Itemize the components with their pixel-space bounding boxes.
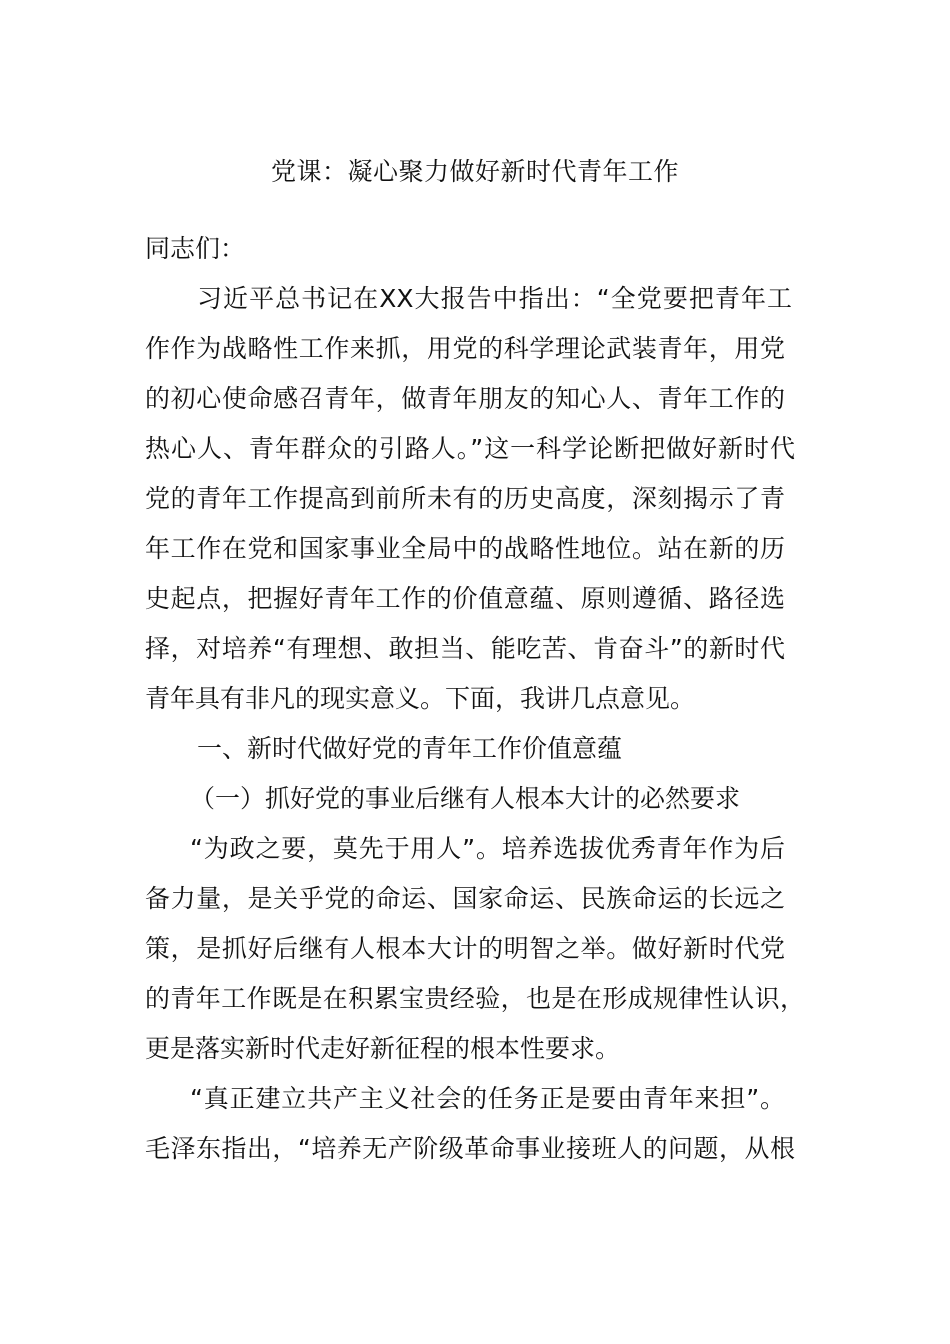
subsection-heading: （一）抓好党的事业后继有人根本大计的必然要求 [190,784,741,813]
paragraph-line: 年工作在党和国家事业全局中的战略性地位。站在新的历 [145,534,785,563]
paragraph-line: 毛泽东指出，“培养无产阶级革命事业接班人的问题，从根 [145,1134,795,1163]
paragraph-line: 策，是抓好后继有人根本大计的明智之举。做好新时代党 [145,934,785,963]
paragraph-line: 作作为战略性工作来抓，用党的科学理论武装青年，用党 [145,334,785,363]
paragraph-line: 备力量，是关乎党的命运、国家命运、民族命运的长远之 [145,884,785,913]
paragraph-line: 热心人、青年群众的引路人。”这一科学论断把做好新时代 [145,434,795,463]
paragraph-line: 的初心使命感召青年，做青年朋友的知心人、青年工作的 [145,384,785,413]
paragraph-line: 的青年工作既是在积累宝贵经验，也是在形成规律性认识， [145,984,805,1013]
paragraph-line: 更是落实新时代走好新征程的根本性要求。 [145,1034,621,1063]
paragraph-line: “真正建立共产主义社会的任务正是要由青年来担”。 [190,1084,785,1113]
document-title: 党课：凝心聚力做好新时代青年工作 [270,157,679,186]
salutation: 同志们： [145,234,246,263]
paragraph-line: 习近平总书记在XX大报告中指出：“全党要把青年工 [197,284,792,313]
paragraph-line: 择，对培养“有理想、敢担当、能吃苦、肯奋斗”的新时代 [145,634,785,663]
section-heading: 一、新时代做好党的青年工作价值意蕴 [197,734,623,763]
paragraph-line: 青年具有非凡的现实意义。下面，我讲几点意见。 [145,684,696,713]
paragraph-line: 史起点，把握好青年工作的价值意蕴、原则遵循、路径选 [145,584,785,613]
paragraph-line: “为政之要，莫先于用人”。培养选拔优秀青年作为后 [190,834,785,863]
paragraph-line: 党的青年工作提高到前所未有的历史高度，深刻揭示了青 [145,484,785,513]
